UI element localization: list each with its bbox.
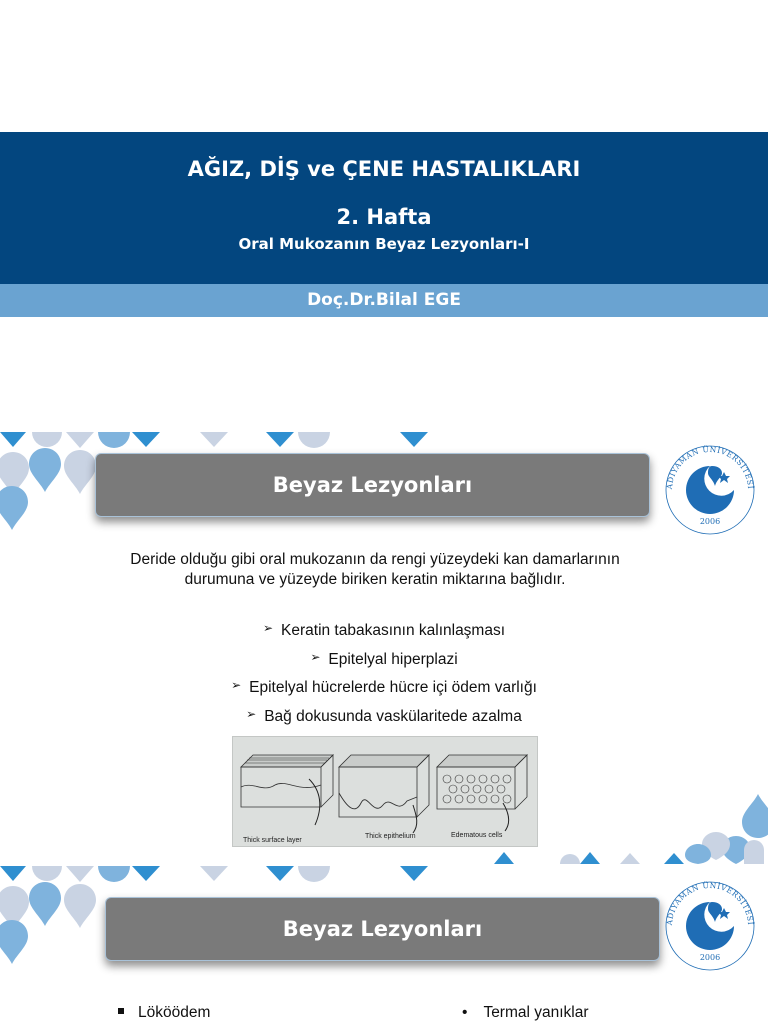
list-item xyxy=(0,646,768,675)
content-slide xyxy=(0,866,768,1024)
slide-banner xyxy=(105,897,660,961)
list-item xyxy=(0,617,768,646)
arrow-bullet-icon: ➢ xyxy=(231,678,242,693)
content-slide xyxy=(0,432,768,864)
list-item: Lököödem xyxy=(138,1004,211,1021)
figure-caption: Edematous cells xyxy=(451,832,503,839)
arrow-bullet-icon: ➢ xyxy=(246,706,257,721)
lecture-subtitle: Oral Mukozanın Beyaz Lezyonları-I xyxy=(238,235,530,253)
intro-paragraph: Deride olduğu gibi oral mukozanın da rengi yüzeydeki kan damarlarının durumuna ve yüzeyde biriken keratin miktarına bağlıdır. xyxy=(130,551,620,588)
arrow-bullet-icon: ➢ xyxy=(262,621,274,635)
bullet-list xyxy=(0,617,768,731)
square-bullet-icon xyxy=(118,1008,124,1014)
list-item xyxy=(0,703,768,732)
slide-banner xyxy=(95,453,650,517)
author-band xyxy=(0,284,768,317)
logo-year: 2006 xyxy=(699,953,721,962)
dot-bullet-icon: • xyxy=(462,1004,468,1021)
right-list xyxy=(462,1004,589,1022)
banner-title: Beyaz Lezyonları xyxy=(282,917,483,941)
university-logo-icon xyxy=(662,878,758,974)
histology-figure xyxy=(232,736,538,847)
left-list xyxy=(118,1004,210,1022)
figure-caption: Thick epithelium xyxy=(365,833,416,840)
bullet-text: Bağ dokusunda vaskülaritede azalma xyxy=(264,707,522,725)
list-item: Termal yanıklar xyxy=(483,1004,589,1021)
list-item xyxy=(0,674,768,703)
banner-title: Beyaz Lezyonları xyxy=(272,473,473,497)
university-logo-icon xyxy=(662,442,758,538)
figure-caption: Thick surface layer xyxy=(243,837,302,844)
title-slide xyxy=(0,0,768,432)
bullet-text: Epitelyal hücrelerde hücre içi ödem varlığı xyxy=(249,679,537,697)
course-title: AĞIZ, DİŞ ve ÇENE HASTALIKLARI xyxy=(187,157,581,181)
author-name: Doç.Dr.Bilal EGE xyxy=(307,290,461,310)
logo-university-text: ADIYAMAN ÜNİVERSİTESİ xyxy=(664,880,756,926)
title-band xyxy=(0,132,768,284)
week-label: 2. Hafta xyxy=(336,205,432,229)
logo-university-text: ADIYAMAN ÜNİVERSİTESİ xyxy=(664,444,756,490)
bullet-text: Epitelyal hiperplazi xyxy=(328,650,458,668)
bullet-text: Keratin tabakasının kalınlaşması xyxy=(281,622,506,639)
arrow-bullet-icon: ➢ xyxy=(310,649,321,664)
logo-year: 2006 xyxy=(699,517,721,526)
